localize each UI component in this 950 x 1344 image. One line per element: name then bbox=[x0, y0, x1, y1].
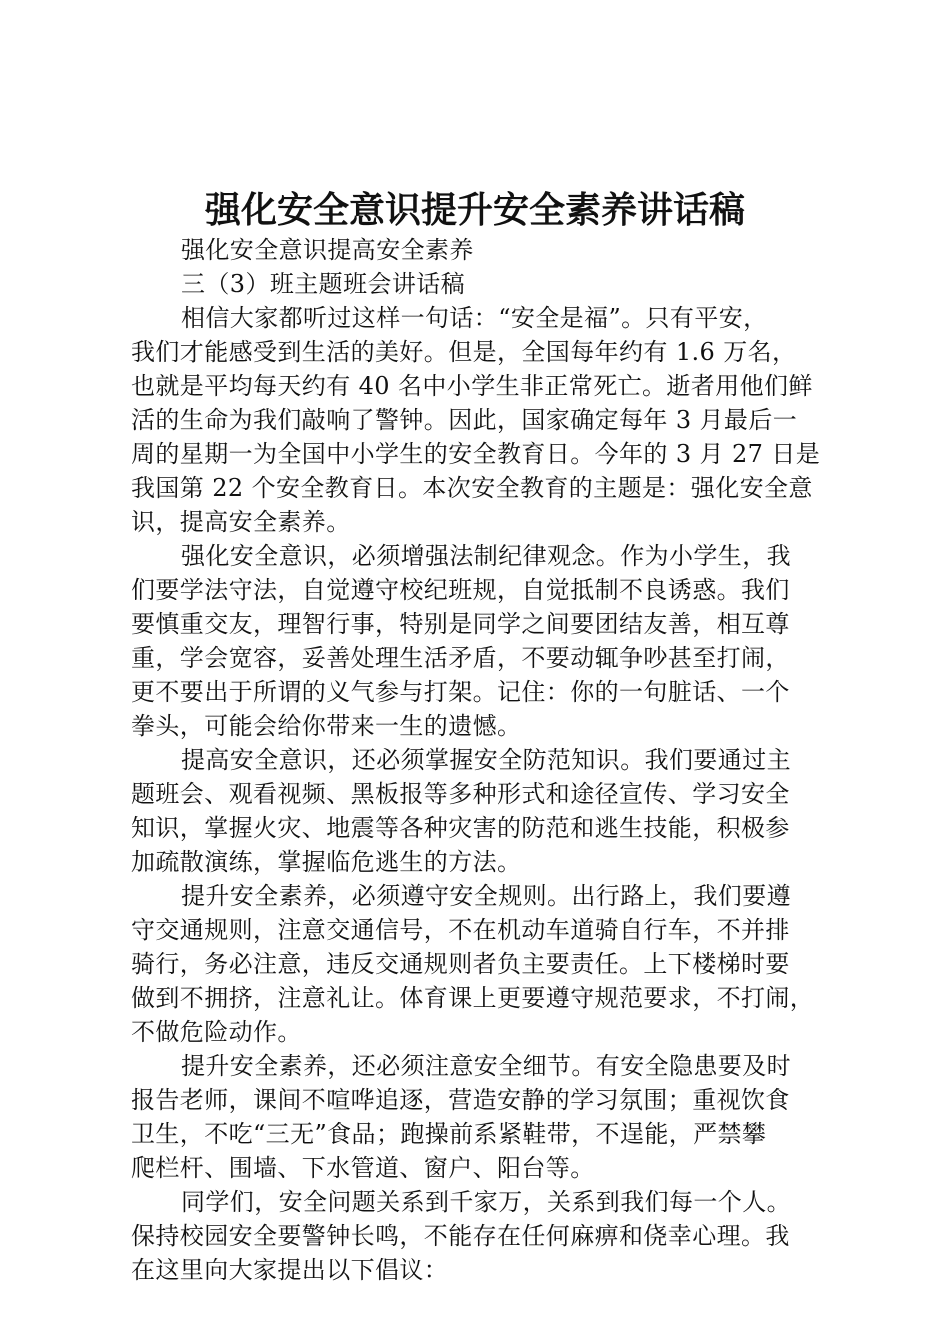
paragraph-first-line: 提升安全素养，还必须注意安全细节。有安全隐患要及时 bbox=[181, 1052, 791, 1080]
paragraph-line: 识，提高安全素养。 bbox=[131, 508, 351, 536]
paragraph-line: 卫生，不吃“三无”食品；跑操前系紧鞋带，不逞能，严禁攀 bbox=[131, 1120, 767, 1148]
paragraph-line: 报告老师，课间不喧哗追逐，营造安静的学习氛围；重视饮食 bbox=[131, 1086, 790, 1114]
paragraph-line: 知识，掌握火灾、地震等各种灾害的防范和逃生技能，积极参 bbox=[131, 814, 790, 842]
paragraph-line: 加疏散演练，掌握临危逃生的方法。 bbox=[131, 848, 522, 876]
paragraph-first-line: 提高安全意识，还必须掌握安全防范知识。我们要通过主 bbox=[181, 746, 791, 774]
paragraph-line: 周的星期一为全国中小学生的安全教育日。今年的 3 月 27 日是 bbox=[131, 440, 821, 468]
paragraph-line: 题班会、观看视频、黑板报等多种形式和途径宣传、学习安全 bbox=[131, 780, 790, 808]
paragraph-first-line: 同学们，安全问题关系到千家万，关系到我们每一个人。 bbox=[181, 1188, 791, 1216]
paragraph-line: 更不要出于所谓的义气参与打架。记住：你的一句脏话、一个 bbox=[131, 678, 790, 706]
paragraph-line: 拳头，可能会给你带来一生的遗憾。 bbox=[131, 712, 522, 740]
paragraph-line: 保持校园安全要警钟长鸣，不能存在任何麻痹和侥幸心理。我 bbox=[131, 1222, 790, 1250]
paragraph-first-line: 三（3）班主题班会讲话稿 bbox=[181, 270, 466, 298]
document-title: 强化安全意识提升安全素养讲话稿 bbox=[204, 189, 745, 231]
paragraph-line: 做到不拥挤，注意礼让。体育课上更要遵守规范要求，不打闹， bbox=[131, 984, 815, 1012]
paragraph-line: 重，学会宽容，妥善处理生活矛盾，不要动辄争吵甚至打闹， bbox=[131, 644, 790, 672]
paragraph-line: 骑行，务必注意，违反交通规则者负主要责任。上下楼梯时要 bbox=[131, 950, 790, 978]
paragraph-line: 我国第 22 个安全教育日。本次安全教育的主题是：强化安全意 bbox=[131, 474, 813, 502]
paragraph-line: 守交通规则，注意交通信号，不在机动车道骑自行车，不并排 bbox=[131, 916, 790, 944]
paragraph-line: 爬栏杆、围墙、下水管道、窗户、阳台等。 bbox=[131, 1154, 595, 1182]
paragraph-first-line: 相信大家都听过这样一句话：“安全是福”。只有平安， bbox=[181, 304, 768, 332]
paragraph-first-line: 提升安全素养，必须遵守安全规则。出行路上，我们要遵 bbox=[181, 882, 791, 910]
paragraph-line: 不做危险动作。 bbox=[131, 1018, 302, 1046]
paragraph-line: 在这里向大家提出以下倡议： bbox=[131, 1256, 449, 1284]
document-body bbox=[131, 233, 837, 1287]
paragraph-first-line: 强化安全意识提高安全素养 bbox=[181, 236, 474, 264]
paragraph-line: 活的生命为我们敲响了警钟。因此，国家确定每年 3 月最后一 bbox=[131, 406, 798, 434]
paragraph-line: 我们才能感受到生活的美好。但是，全国每年约有 1.6 万名， bbox=[131, 338, 797, 366]
paragraph-line: 们要学法守法，自觉遵守校纪班规，自觉抵制不良诱惑。我们 bbox=[131, 576, 790, 604]
paragraph-first-line: 强化安全意识，必须增强法制纪律观念。作为小学生，我 bbox=[181, 542, 791, 570]
paragraph-line: 要慎重交友，理智行事，特别是同学之间要团结友善，相互尊 bbox=[131, 610, 790, 638]
paragraph-line: 也就是平均每天约有 40 名中小学生非正常死亡。逝者用他们鲜 bbox=[131, 372, 813, 400]
